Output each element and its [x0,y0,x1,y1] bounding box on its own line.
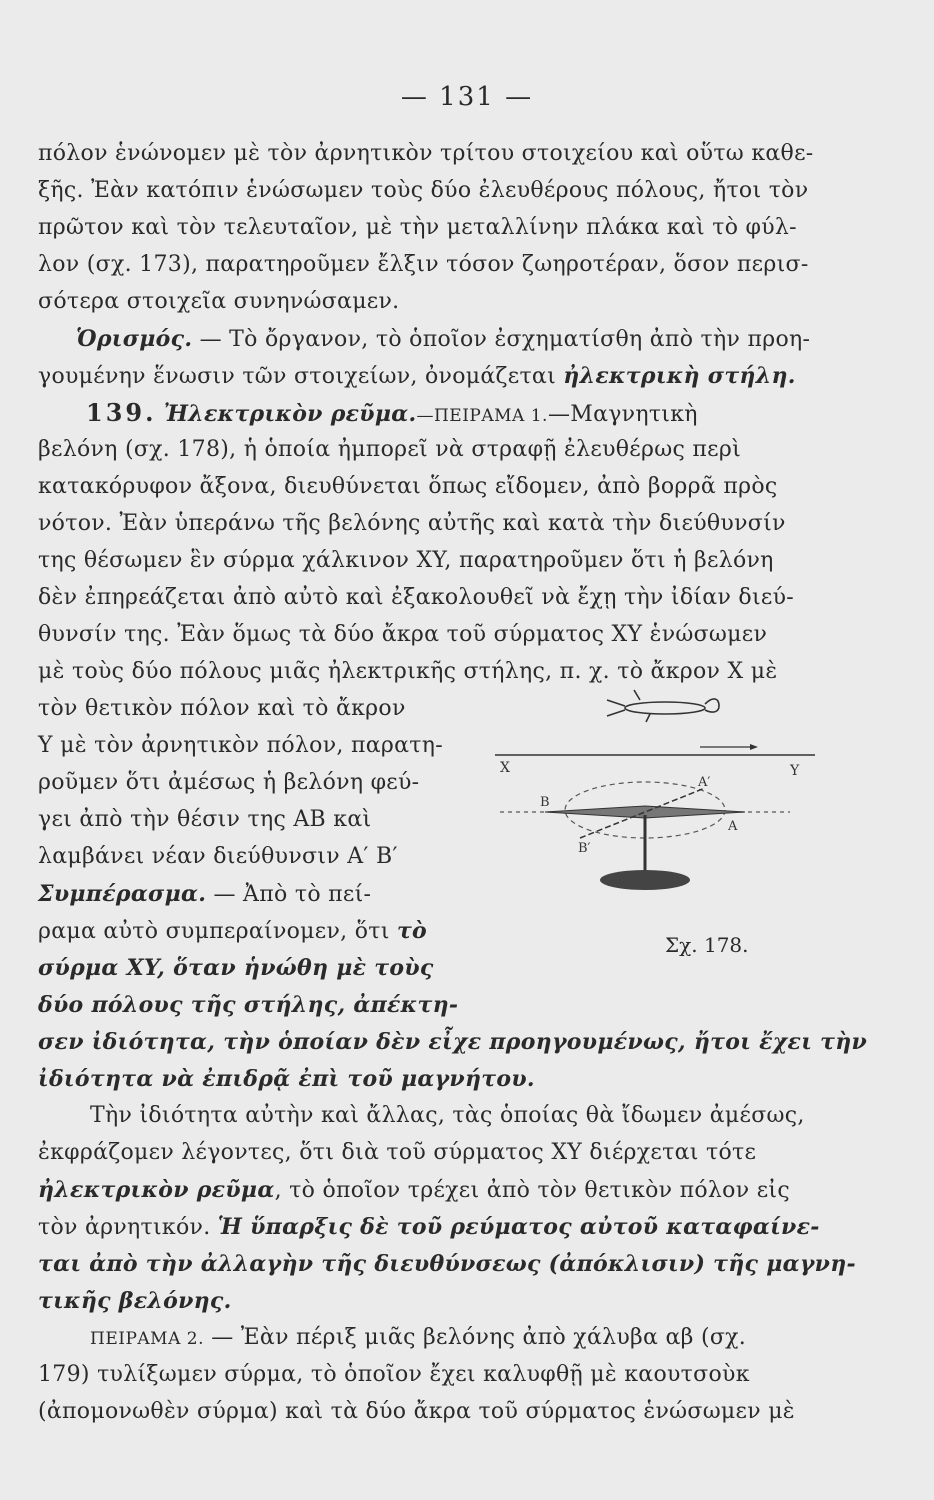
label-x: X [500,760,510,776]
definition-term: Ὁρισμός. [76,326,193,352]
text-line [38,1174,790,1207]
section-title: Ἠλεκτρικὸν ρεῦμα. [163,401,417,427]
definition-line [76,323,810,356]
conclusion-text: ραμα αὐτὸ συμπεραίνομεν, ὅτι [38,919,397,944]
label-b-prime: B′ [578,841,591,856]
arrowhead-icon [750,744,758,750]
conclusion-italic-line: ἰδιότητα νὰ ἐπιδρᾷ ἐπὶ τοῦ μαγνήτου. [38,1066,535,1092]
text-line: δὲν ἐπηρεάζεται ἀπὸ αὐτὸ καὶ ἐξακολουθεῖ νὰ ἔχῃ τὴν ἰδίαν διεύ- [38,585,794,610]
conclusion-text: — Ἀπὸ τὸ πεί- [206,882,372,907]
italic-line: ται ἀπὸ τὴν ἀλλαγὴν τῆς διευθύνσεως (ἀπόκλισιν) τῆς μαγνη- [38,1251,856,1277]
text-line: νότον. Ἐὰν ὑπεράνω τῆς βελόνης αὐτῆς καὶ κατὰ τὴν διεύθυνσίν [38,511,786,536]
definition-line [38,360,796,393]
text-line: πρῶτον καὶ τὸν τελευταῖον, μὲ τὴν μεταλλίνην πλάκα καὶ τὸ φύλ- [38,215,797,240]
text-line [38,1211,820,1244]
page-number: — 131 — [400,82,534,112]
text-line: λαμβάνει νέαν διεύθυνσιν A′ B′ [38,844,398,869]
text-line: Τὴν ἰδιότητα αὐτὴν καὶ ἄλλας, τὰς ὁποίας θὰ ἴδωμεν ἀμέσως, [90,1103,805,1128]
swimmer-figure-icon [607,690,719,722]
conclusion-italic-line: σύρμα XY, ὅταν ἡνώθη μὲ τοὺς [38,955,434,981]
stand-base [600,870,690,890]
conclusion-line [38,878,371,911]
text-line: 179) τυλίξωμεν σύρμα, τὸ ὁποῖον ἔχει καλυφθῇ μὲ καουτσοὺκ [38,1362,750,1387]
section-text: —Μαγνητικὴ [547,402,698,427]
term-electric-current: ἠλεκτρικὸν ρεῦμα [38,1177,275,1203]
conclusion-italic-line: δύο πόλους τῆς στήλης, ἀπέκτη- [38,992,459,1018]
conclusion-italic-line: σεν ἰδιότητα, τὴν ὁποίαν δὲν εἶχε προηγουμένως, ἤτοι ἔχει τὴν [38,1029,868,1055]
text-line: ροῦμεν ὅτι ἀμέσως ἡ βελόνη φεύ- [38,770,420,795]
text-line: Y μὲ τὸν ἀρνητικὸν πόλον, παρατη- [38,733,443,758]
text-line: γει ἀπὸ τὴν θέσιν της AB καὶ [38,807,372,832]
section-heading [86,397,698,432]
experiment2-line [90,1322,746,1355]
italic-line: τικῆς βελόνης. [38,1288,232,1314]
experiment2-label: ΠΕΙΡΑΜΑ 2. [90,1329,204,1349]
text-line: της θέσωμεν ἓν σύρμα χάλκινον XY, παρατηροῦμεν ὅτι ἡ βελόνη [38,548,774,573]
conclusion-italic: τὸ [396,918,428,944]
label-a-prime: A′ [698,775,711,790]
text-line: πόλον ἑνώνομεν μὲ τὸν ἀρνητικὸν τρίτου στοιχείου καὶ οὕτω καθε- [38,141,814,166]
term-electric-pile: ἠλεκτρικὴ στήλη. [563,363,796,389]
label-a: A [728,819,738,834]
experiment-label: —ΠΕΙΡΑΜΑ 1. [416,406,548,426]
text-span: , τὸ ὁποῖον τρέχει ἀπὸ τὸν θετικὸν πόλον εἰς [274,1178,790,1203]
text-line: ξῆς. Ἐὰν κατόπιν ἑνώσωμεν τοὺς δύο ἐλευθέρους πόλους, ἤτοι τὸν [38,178,809,203]
text-span: τὸν ἀρνητικόν. [38,1215,218,1240]
section-number: 139. [86,398,157,427]
text-line: λον (σχ. 173), παρατηροῦμεν ἔλξιν τόσον ζωηροτέραν, ὅσον περισ- [38,252,809,277]
text-line: θυνσίν της. Ἐὰν ὅμως τὰ δύο ἄκρα τοῦ σύρματος XY ἑνώσωμεν [38,622,768,647]
text-line: μὲ τοὺς δύο πόλους μιᾶς ἠλεκτρικῆς στήλης, π. χ. τὸ ἄκρον X μὲ [38,659,778,684]
text-line: κατακόρυφον ἄξονα, διευθύνεται ὅπως εἴδομεν, ἀπὸ βορρᾶ πρὸς [38,474,778,499]
text-line: (ἀπομονωθὲν σύρμα) καὶ τὰ δύο ἄκρα τοῦ σύρματος ἑνώσωμεν μὲ [38,1399,795,1424]
italic-span: Ἡ ὕπαρξις δὲ τοῦ ρεύματος αὐτοῦ καταφαίνε- [217,1214,820,1240]
text-line: ἐκφράζομεν λέγοντες, ὅτι διὰ τοῦ σύρματος XY διέρχεται τότε [38,1140,757,1165]
label-b: B [540,795,550,810]
conclusion-line [38,915,427,948]
figure-178-illustration [490,680,820,900]
text-line: σότερα στοιχεῖα συνηνώσαμεν. [38,289,400,314]
definition-text: γουμένην ἕνωσιν τῶν στοιχείων, ὀνομάζεται [38,364,564,389]
figure-caption: Σχ. 178. [665,933,749,957]
text-line: βελόνη (σχ. 178), ἡ ὁποία ἠμπορεῖ νὰ στραφῇ ἐλευθέρως περὶ [38,437,742,462]
definition-text: — Τὸ ὄργανον, τὸ ὁποῖον ἐσχηματίσθη ἀπὸ τὴν προη- [192,327,811,352]
label-y: Y [790,763,800,779]
conclusion-term: Συμπέρασμα. [38,881,207,907]
text-span: — Ἐὰν πέριξ μιᾶς βελόνης ἀπὸ χάλυβα αβ (σχ. [203,1325,747,1350]
text-line: τὸν θετικὸν πόλον καὶ τὸ ἄκρον [38,696,406,721]
